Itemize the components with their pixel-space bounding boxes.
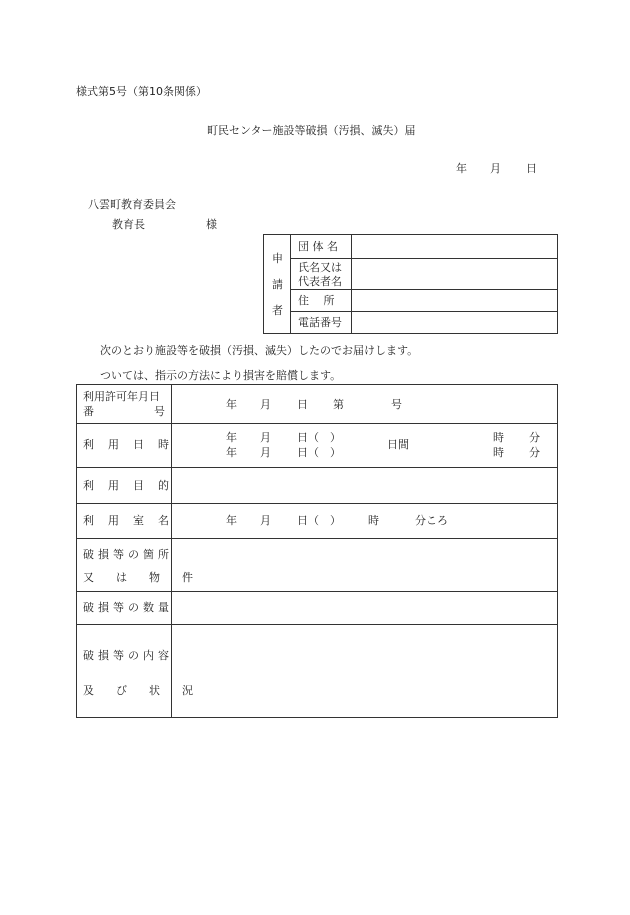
permit-label-line2a: 番 xyxy=(83,405,94,418)
room-label: 利用室名 xyxy=(83,514,183,527)
name-field[interactable] xyxy=(356,265,551,279)
location-label-line2: 又は物件 xyxy=(83,571,215,584)
damage-table xyxy=(76,384,558,718)
applicant-table xyxy=(263,234,558,334)
permit-year: 年 xyxy=(226,398,237,411)
statement-line2: ついては、指示の方法により損害を賠償します。 xyxy=(100,369,342,382)
location-label-line1: 破損等の箇所 xyxy=(83,548,173,561)
permit-label-line1: 利用許可年月日 xyxy=(83,390,160,403)
datetime-days: 日間 xyxy=(387,438,409,451)
datetime-row2-month: 月 xyxy=(260,446,271,459)
datetime-row1-month: 月 xyxy=(260,431,271,444)
purpose-label: 利用目的 xyxy=(83,479,183,492)
form-number: 様式第5号（第10条関係） xyxy=(76,85,207,98)
addressee-position: 教育長 xyxy=(112,218,145,231)
datetime-row2-day: 日（ ） xyxy=(297,446,341,459)
datetime-label: 利用日時 xyxy=(83,438,183,451)
group-name-label: 団 体 名 xyxy=(298,240,338,253)
datetime-row1-minute: 分 xyxy=(529,431,540,444)
addressee-honorific: 様 xyxy=(206,218,217,231)
details-label-line1: 破損等の内容 xyxy=(83,649,173,662)
room-year: 年 xyxy=(226,514,237,527)
datetime-row1-hour: 時 xyxy=(493,431,504,444)
date-day: 日 xyxy=(526,162,537,175)
datetime-row1-year: 年 xyxy=(226,431,237,444)
phone-label: 電話番号 xyxy=(298,316,342,329)
group-name-field[interactable] xyxy=(356,241,551,255)
permit-day: 日 xyxy=(297,398,308,411)
name-label-line1: 氏名又は xyxy=(298,261,342,274)
quantity-label: 破損等の数量 xyxy=(83,601,173,614)
addressee-org: 八雲町教育委員会 xyxy=(88,198,176,211)
permit-go: 号 xyxy=(391,398,402,411)
applicant-label-1: 申 xyxy=(272,252,283,265)
room-hour: 時 xyxy=(368,514,379,527)
datetime-row1-day: 日（ ） xyxy=(297,431,341,444)
permit-month: 月 xyxy=(260,398,271,411)
permit-label-line2b: 号 xyxy=(154,405,165,418)
datetime-row2-hour: 時 xyxy=(493,446,504,459)
phone-field[interactable] xyxy=(356,317,551,331)
applicant-label-2: 請 xyxy=(272,278,283,291)
room-approx: 分ころ xyxy=(415,514,448,527)
datetime-row2-minute: 分 xyxy=(529,446,540,459)
page-title: 町民センター施設等破損（汚損、滅失）届 xyxy=(207,124,416,137)
permit-dai: 第 xyxy=(333,398,344,411)
room-month: 月 xyxy=(260,514,271,527)
name-label-line2: 代表者名 xyxy=(298,275,342,288)
room-day: 日（ ） xyxy=(297,514,341,527)
statement-line1: 次のとおり施設等を破損（汚損、滅失）したのでお届けします。 xyxy=(100,344,419,357)
datetime-row2-year: 年 xyxy=(226,446,237,459)
address-field[interactable] xyxy=(356,295,551,309)
date-month: 月 xyxy=(490,162,501,175)
details-label-line2: 及び状況 xyxy=(83,684,215,697)
address-label: 住 所 xyxy=(298,294,335,307)
date-year: 年 xyxy=(456,162,467,175)
applicant-label-3: 者 xyxy=(272,304,283,317)
